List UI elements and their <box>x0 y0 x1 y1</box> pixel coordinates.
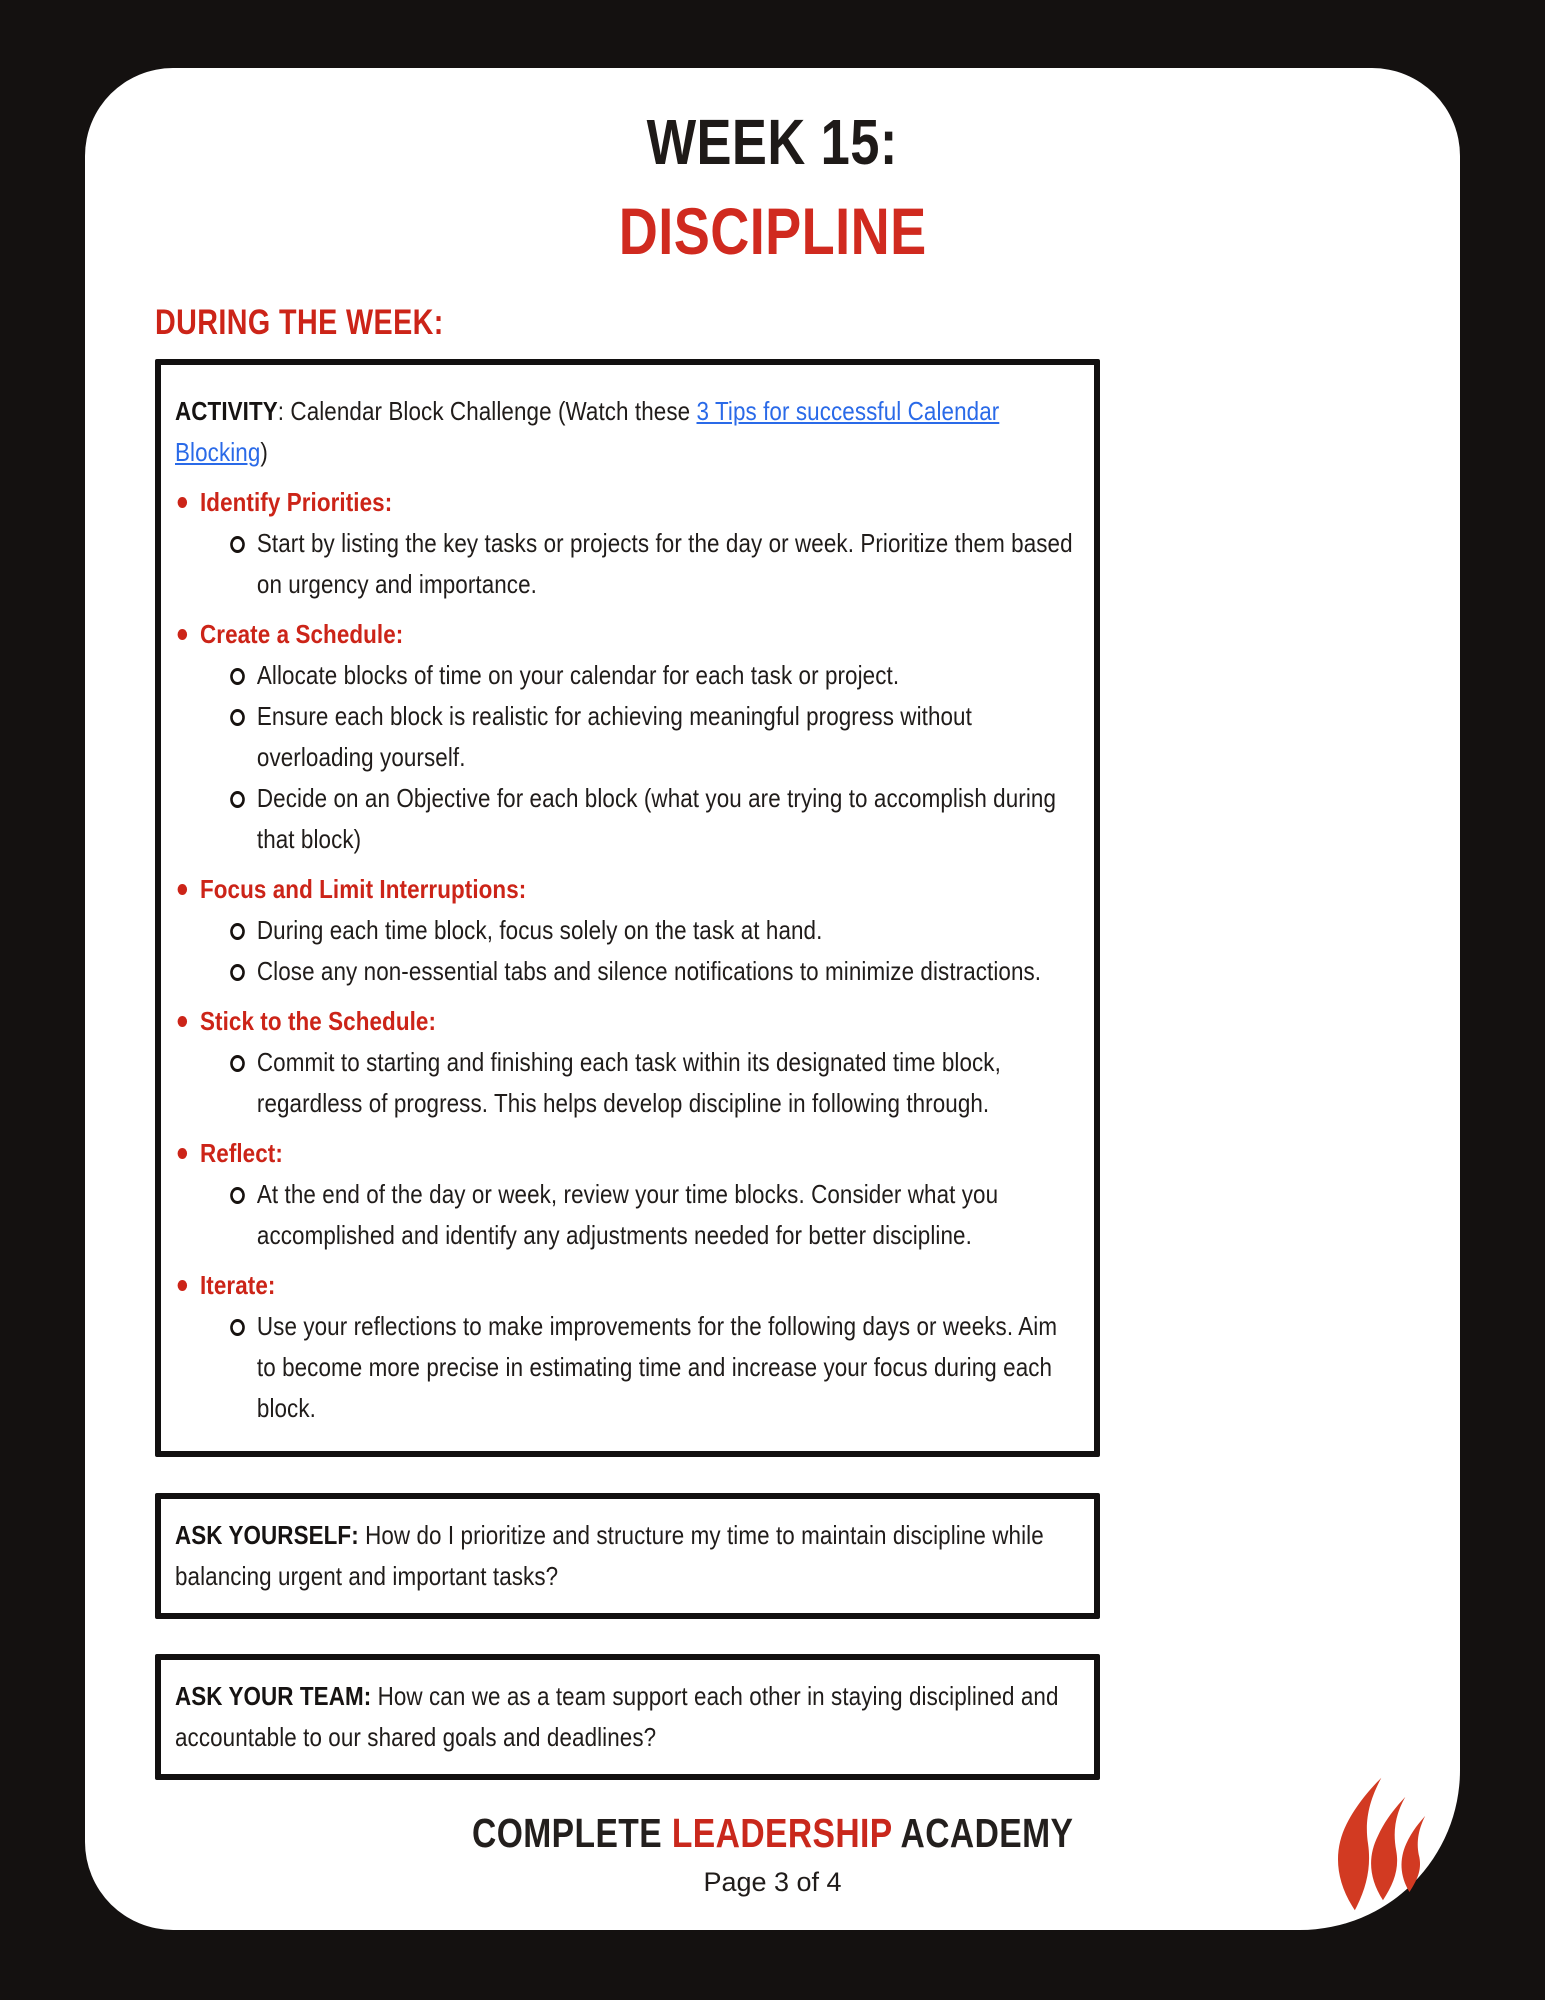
bullet-item <box>175 1133 1080 1174</box>
worksheet-page <box>85 68 1460 1930</box>
bullet-title: Reflect: <box>199 1138 283 1169</box>
ask-yourself-text: How do I prioritize and structure my time to maintain discipline while balancing urgent and important tasks? <box>175 1520 1044 1592</box>
ask-yourself-line <box>175 1515 1080 1597</box>
bullet-marker-icon <box>178 629 187 640</box>
during-the-week-heading <box>155 303 1100 343</box>
circle-marker-icon <box>230 709 245 726</box>
brand-leadership: LEADERSHIP <box>671 1810 892 1856</box>
page-title-week <box>85 106 1460 180</box>
page-footer <box>85 1810 1460 1898</box>
content-column <box>155 303 1100 1780</box>
circle-marker-icon <box>230 923 245 940</box>
bullet-title: Identify Priorities: <box>199 487 393 518</box>
circle-marker-icon <box>230 668 245 685</box>
ask-yourself-content <box>175 1515 1080 1597</box>
sub-bullet-text: Allocate blocks of time on your calendar for each task or project. <box>256 660 900 691</box>
activity-intro-line <box>175 391 1080 473</box>
brand-line <box>85 1810 1460 1857</box>
bullet-marker-icon <box>178 1280 187 1291</box>
circle-marker-icon <box>230 1187 245 1204</box>
bullet-item <box>175 1265 1080 1306</box>
ask-your-team-label: ASK YOUR TEAM: <box>175 1681 372 1712</box>
sub-bullet-text: Decide on an Objective for each block (what you are trying to accomplish during that block) <box>256 783 1057 855</box>
bullet-title: Iterate: <box>199 1270 276 1301</box>
sub-bullet-item <box>175 696 1080 778</box>
bullet-item <box>175 482 1080 523</box>
ask-your-team-line <box>175 1676 1080 1758</box>
activity-intro-close-paren: ) <box>260 437 268 468</box>
title-block <box>85 68 1460 269</box>
during-the-week-heading-text: DURING THE WEEK: <box>155 303 444 343</box>
bullet-marker-icon <box>178 497 187 508</box>
circle-marker-icon <box>230 1055 245 1072</box>
brand-text <box>472 1810 1073 1857</box>
ask-your-team-text: How can we as a team support each other in staying disciplined and accountable to our shared goals and deadlines? <box>175 1681 1059 1753</box>
page-title-topic <box>85 194 1460 270</box>
sub-bullet-text: Close any non-essential tabs and silence notifications to minimize distractions. <box>256 956 1042 987</box>
bullet-title: Stick to the Schedule: <box>199 1006 437 1037</box>
circle-marker-icon <box>230 536 245 553</box>
sub-bullet-text: Start by listing the key tasks or projects for the day or week. Prioritize them based on urgency and importance. <box>256 528 1073 600</box>
activity-intro-text: : Calendar Block Challenge (Watch these <box>277 396 697 427</box>
bullet-title: Focus and Limit Interruptions: <box>199 874 527 905</box>
sub-bullet-item <box>175 910 1080 951</box>
sub-bullet-item <box>175 951 1080 992</box>
brand-academy: ACADEMY <box>900 1810 1074 1856</box>
bullet-marker-icon <box>178 1016 187 1027</box>
activity-label: ACTIVITY <box>175 396 278 427</box>
page-title-topic-text: DISCIPLINE <box>618 193 927 268</box>
circle-marker-icon <box>230 964 245 981</box>
circle-marker-icon <box>230 791 245 808</box>
bullet-item <box>175 614 1080 655</box>
sub-bullet-text: During each time block, focus solely on the task at hand. <box>256 915 823 946</box>
sub-bullet-text: At the end of the day or week, review your time blocks. Consider what you accomplished and identify any adjustments needed for better discipline. <box>256 1179 999 1251</box>
sub-bullet-item <box>175 1042 1080 1124</box>
bullet-marker-icon <box>178 1148 187 1159</box>
sub-bullet-item <box>175 655 1080 696</box>
bullet-item <box>175 869 1080 910</box>
sub-bullet-item <box>175 1306 1080 1429</box>
brand-complete: COMPLETE <box>471 1810 662 1856</box>
activity-box <box>155 359 1100 1457</box>
ask-yourself-box <box>155 1493 1100 1619</box>
sub-bullet-item <box>175 778 1080 860</box>
page-number: Page 3 of 4 <box>703 1867 842 1897</box>
ask-your-team-box <box>155 1654 1100 1780</box>
sub-bullet-item <box>175 523 1080 605</box>
sub-bullet-text: Ensure each block is realistic for achieving meaningful progress without overloading yourself. <box>256 701 972 773</box>
activity-box-content <box>175 391 1080 1429</box>
ask-yourself-label: ASK YOURSELF: <box>175 1520 359 1551</box>
bullet-title: Create a Schedule: <box>199 619 404 650</box>
ask-your-team-content <box>175 1676 1080 1758</box>
sub-bullet-text: Commit to starting and finishing each task within its designated time block, regardless of progress. This helps develop discipline in following through. <box>256 1047 1001 1119</box>
bullet-marker-icon <box>178 884 187 895</box>
sub-bullet-text: Use your reflections to make improvements for the following days or weeks. Aim to become more precise in estimating time and increase your focus during each block. <box>256 1311 1058 1424</box>
flame-logo-icon <box>1330 1768 1426 1920</box>
page-title-week-text: WEEK 15: <box>646 106 899 178</box>
bullet-item <box>175 1001 1080 1042</box>
calendar-blocking-link[interactable]: 3 Tips for successful Calendar Blocking <box>175 396 1000 468</box>
sub-bullet-item <box>175 1174 1080 1256</box>
circle-marker-icon <box>230 1319 245 1336</box>
